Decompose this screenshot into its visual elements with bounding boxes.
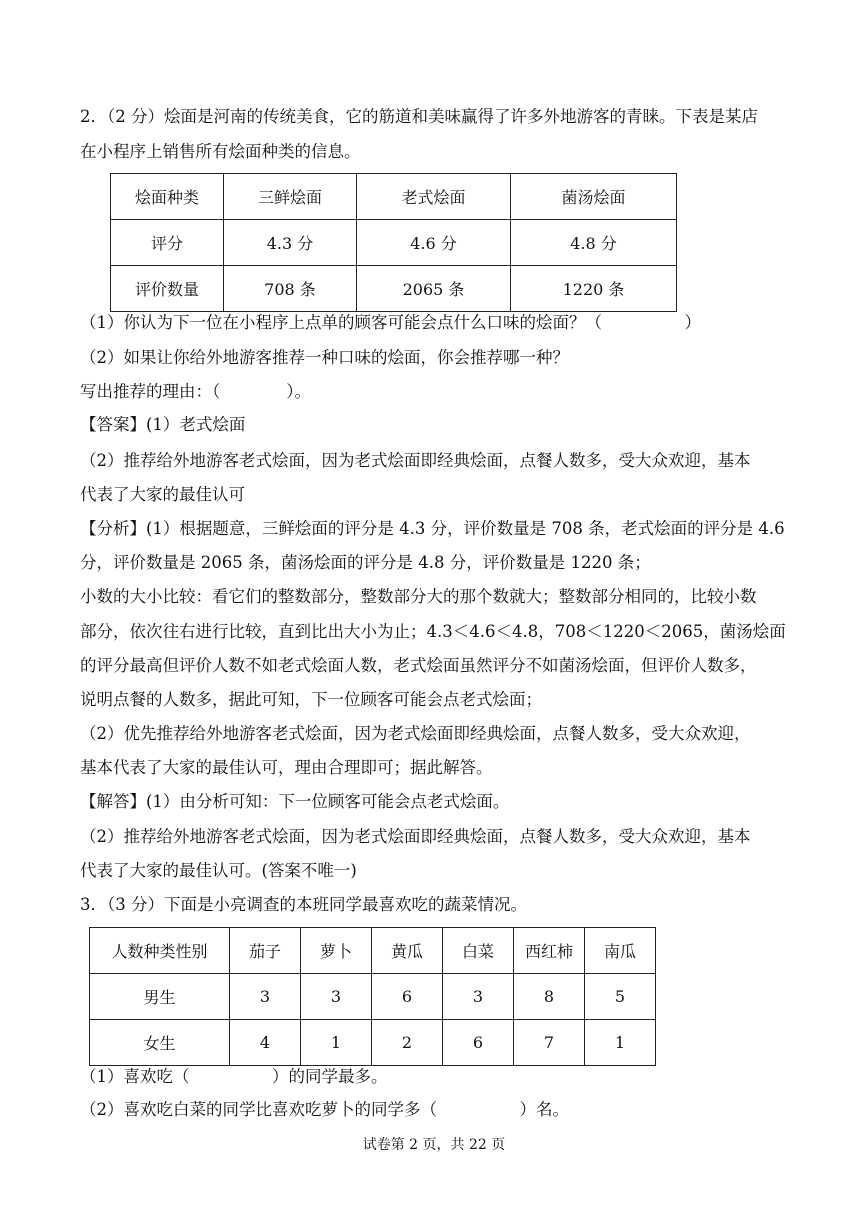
- table-header-cell: 老式烩面: [357, 174, 511, 220]
- answer-line: 【答案】(1）老式烩面: [80, 415, 246, 434]
- table-header-cell: 西红柿: [514, 928, 585, 974]
- q2-sub2: （2）如果让你给外地游客推荐一种口味的烩面，你会推荐哪一种？: [80, 348, 569, 367]
- table-row: [90, 1020, 656, 1066]
- table-header-cell: 茄子: [230, 928, 301, 974]
- table-cell: 4.8 分: [511, 220, 677, 266]
- q3-sub1: （1）喜欢吃（ ）的同学最多。: [80, 1067, 388, 1086]
- analysis-line: 分，评价数量是 2065 条，菌汤烩面的评分是 4.8 分，评价数量是 1220 条；: [80, 553, 651, 572]
- table-cell: 1: [585, 1020, 656, 1066]
- table-cell: 3: [230, 974, 301, 1020]
- analysis-line: （2）优先推荐给外地游客老式烩面，因为老式烩面即经典烩面，点餐人数多，受大众欢迎，: [80, 724, 751, 743]
- table-cell: 8: [514, 974, 585, 1020]
- table-cell: 3: [301, 974, 372, 1020]
- answer-line: （2）推荐给外地游客老式烩面，因为老式烩面即经典烩面，点餐人数多，受大众欢迎，基本: [80, 451, 751, 470]
- analysis-line: 小数的大小比较：看它们的整数部分，整数部分大的那个数就大；整数部分相同的，比较小数: [80, 587, 757, 606]
- table-header-row: [90, 928, 656, 974]
- analysis-line: 说明点餐的人数多，据此可知，下一位顾客可能会点老式烩面；: [80, 690, 542, 709]
- table-cell: 2065 条: [357, 266, 511, 312]
- table-cell: 评价数量: [111, 266, 224, 312]
- table-header-cell: 三鲜烩面: [224, 174, 357, 220]
- table-cell: 3: [443, 974, 514, 1020]
- table-header-cell: 南瓜: [585, 928, 656, 974]
- table-cell: 4: [230, 1020, 301, 1066]
- q2-stem-line1: 2．（2 分）烩面是河南的传统美食，它的筋道和美味赢得了许多外地游客的青睐。下表是某店: [80, 107, 758, 126]
- table-cell: 7: [514, 1020, 585, 1066]
- page-footer: 试卷第 2 页，共 22 页: [362, 1137, 506, 1153]
- table-cell: 708 条: [224, 266, 357, 312]
- table-row: [111, 220, 677, 266]
- table-cell: 1: [301, 1020, 372, 1066]
- analysis-line: 部分，依次往右进行比较，直到比出大小为止；4.3＜4.6＜4.8，708＜1220＜2065，菌汤烩面: [80, 622, 786, 641]
- table-header-cell: 萝卜: [301, 928, 372, 974]
- analysis-line: 的评分最高但评价人数不如老式烩面人数，老式烩面虽然评分不如菌汤烩面，但评价人数多，: [80, 656, 757, 675]
- table-cell: 男生: [90, 974, 230, 1020]
- q2-sub1: （1）你认为下一位在小程序上点单的顾客可能会点什么口味的烩面？（ ）: [80, 313, 701, 332]
- solution-line: 【解答】(1）由分析可知：下一位顾客可能会点老式烩面。: [80, 792, 510, 811]
- q3-sub2: （2）喜欢吃白菜的同学比喜欢吃萝卜的同学多（ ）名。: [80, 1100, 569, 1119]
- analysis-line: 基本代表了大家的最佳认可，理由合理即可；据此解答。: [80, 758, 493, 777]
- table-cell: 1220 条: [511, 266, 677, 312]
- q2-sub2-reason: 写出推荐的理由：（ ）。: [80, 382, 311, 401]
- noodle-table: [110, 173, 677, 312]
- table-header-cell: 白菜: [443, 928, 514, 974]
- solution-line: （2）推荐给外地游客老式烩面，因为老式烩面即经典烩面，点餐人数多，受大众欢迎，基本: [80, 827, 751, 846]
- table-cell: 女生: [90, 1020, 230, 1066]
- table-row: [90, 974, 656, 1020]
- table-row: [111, 266, 677, 312]
- table-cell: 评分: [111, 220, 224, 266]
- table-header-row: [111, 174, 677, 220]
- analysis-line: 【分析】(1）根据题意，三鲜烩面的评分是 4.3 分，评价数量是 708 条，老式烩面的评分是 4.6: [80, 519, 785, 538]
- solution-line: 代表了大家的最佳认可。(答案不唯一): [80, 861, 357, 880]
- table-header-cell: 黄瓜: [372, 928, 443, 974]
- table-header-cell: 人数种类性别: [90, 928, 230, 974]
- table-cell: 4.6 分: [357, 220, 511, 266]
- table-cell: 6: [443, 1020, 514, 1066]
- q3-stem: 3．（3 分）下面是小亮调查的本班同学最喜欢吃的蔬菜情况。: [80, 895, 527, 914]
- table-header-cell: 菌汤烩面: [511, 174, 677, 220]
- table-header-cell: 烩面种类: [111, 174, 224, 220]
- table-cell: 4.3 分: [224, 220, 357, 266]
- table-cell: 5: [585, 974, 656, 1020]
- table-cell: 2: [372, 1020, 443, 1066]
- answer-line: 代表了大家的最佳认可: [80, 485, 245, 504]
- vegetable-table: [89, 927, 656, 1066]
- table-cell: 6: [372, 974, 443, 1020]
- q2-stem-line2: 在小程序上销售所有烩面种类的信息。: [80, 142, 361, 161]
